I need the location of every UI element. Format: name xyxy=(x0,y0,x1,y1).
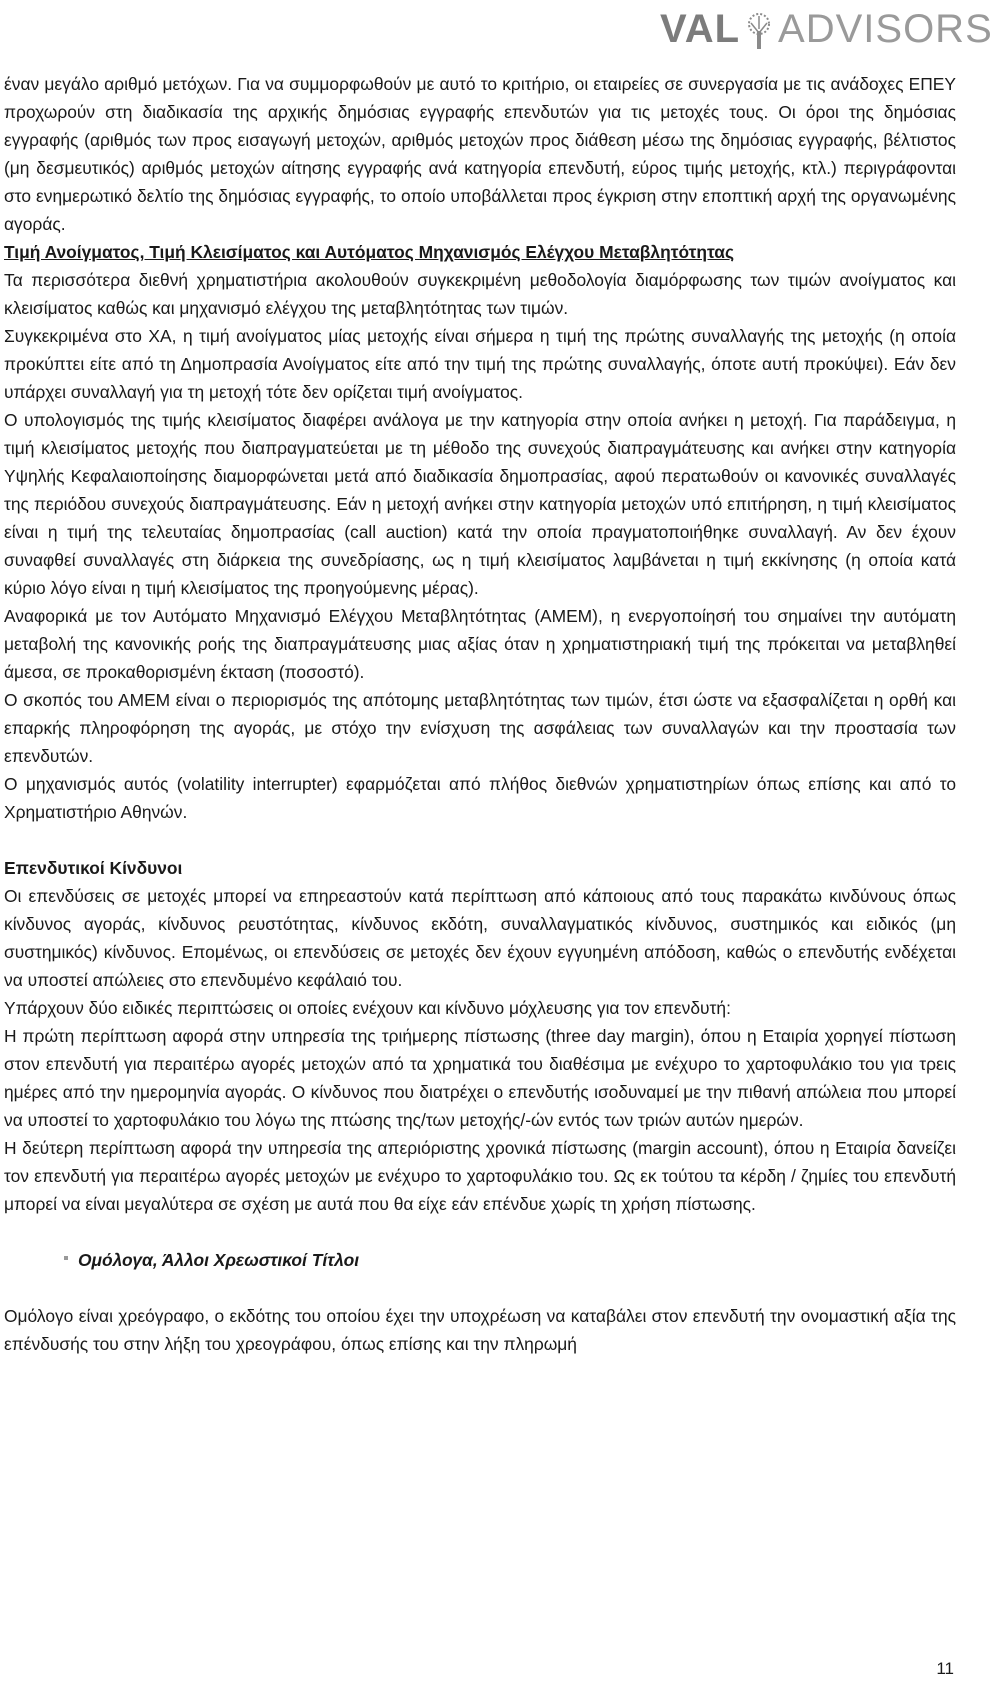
subsection-heading xyxy=(4,1246,956,1274)
spacer xyxy=(4,1274,956,1302)
paragraph: Η πρώτη περίπτωση αφορά στην υπηρεσία της τριήμερης πίστωσης (three day margin), όπου η Εταιρία χορηγεί πίστωση στον επενδυτή για περαιτέρω αγορές μετοχών από τα χρηματικά του διαθέσιμα με ενέχυρο το χαρτοφυλάκιο του για τρεις ημέρες από την ημερομηνία αγοράς. Ο κίνδυνος που διατρέχει ο επενδυτής ισοδυναμεί με την πιθανή απώλεια που μπορεί να υποστεί το χαρτοφυλάκιο του λόγω της πτώσης της/των μετοχής/-ών εντός των τριών αυτών ημερών. xyxy=(4,1026,956,1130)
spacer xyxy=(4,1218,956,1246)
paragraph: Η δεύτερη περίπτωση αφορά την υπηρεσία της απεριόριστης χρονικά πίστωσης (margin account), όπου η Εταιρία δανείζει τον επενδυτή για περαιτέρω αγορές μετοχών με ενέχυρο το χαρτοφυλάκιο του. Ως εκ τούτου τα κέρδη / ζημίες του επενδυτή μπορεί να είναι μεγαλύτερα σε σχέση με αυτά που θα είχε εάν επένδυε χωρίς τη χρήση πίστωσης. xyxy=(4,1138,956,1214)
paragraph: Ο υπολογισμός της τιμής κλεισίματος διαφέρει ανάλογα με την κατηγορία στην οποία ανήκει η μετοχή. Για παράδειγμα, η τιμή κλεισίματος μετοχής που διαπραγματεύεται με τη μέθοδο της συνεχούς διαπραγμάτευσης και ανήκει στην κατηγορία Υψηλής Κεφαλαιοποίησης διαμορφώνεται μετά από διαδικασία δημοπρασίας, αφού περατωθούν οι κανονικές συναλλαγές της περιόδου συνεχούς διαπραγμάτευσης. Εάν η μετοχή ανήκει στην κατηγορία μετοχών υπό επιτήρηση, η τιμή κλεισίματος είναι η τιμή της τελευταίας δημοπρασίας (call auction) κατά την οποία πραγματοποιήθηκε συναλλαγή. Αν δεν έχουν συναφθεί συναλλαγές στη διάρκεια της συνεδρίασης, ως η τιμή κλεισίματος λαμβάνεται η τιμή εκκίνησης (η οποία κατά κύριο λόγο είναι η τιμή κλεισίματος της προηγούμενης μέρας). xyxy=(4,410,956,598)
section-heading: Επενδυτικοί Κίνδυνοι xyxy=(4,858,183,878)
paragraph: Αναφορικά με τον Αυτόματο Μηχανισμό Ελέγχου Μεταβλητότητας (ΑΜΕΜ), η ενεργοποίησή του σημαίνει την αυτόματη μεταβολή της κανονικής ροής της διαπραγμάτευσης μιας αξίας όταν η χρηματιστηριακή τιμή της πρόκειται να μεταβληθεί άμεσα, σε προκαθορισμένη έκταση (ποσοστό). xyxy=(4,606,956,682)
section-heading: Τιμή Ανοίγματος, Τιμή Κλεισίματος και Αυτόματος Μηχανισμός Ελέγχου Μεταβλητότητας xyxy=(4,242,735,262)
paragraph: Υπάρχουν δύο ειδικές περιπτώσεις οι οποίες ενέχουν και κίνδυνο μόχλευσης για τον επενδυτή: xyxy=(4,998,731,1018)
page-number: 11 xyxy=(936,1659,954,1678)
logo-advisors: ADVISORS xyxy=(778,6,993,51)
paragraph: Τα περισσότερα διεθνή χρηματιστήρια ακολουθούν συγκεκριμένη μεθοδολογία διαμόρφωσης των τιμών ανοίγματος και κλεισίματος καθώς και μηχανισμό ελέγχου της μεταβλητότητας των τιμών. xyxy=(4,270,956,318)
document-body xyxy=(4,70,956,1358)
logo-val: VAL xyxy=(660,6,741,51)
paragraph: Ομόλογο είναι χρεόγραφο, ο εκδότης του οποίου έχει την υποχρέωση να καταβάλει στον επενδυτή την ονομαστική αξία της επένδυσής του στην λήξη του χρεογράφου, όπως επίσης και την πληρωμή xyxy=(4,1306,956,1354)
paragraph: Συγκεκριμένα στο ΧΑ, η τιμή ανοίγματος μίας μετοχής είναι σήμερα η τιμή της πρώτης συναλλαγής της μετοχής (η οποία προκύπτει είτε από τη Δημοπρασία Ανοίγματος είτε από την τιμή της πρώτης συναλλαγής, όποτε αυτή προκύψει). Εάν δεν υπάρχει συναλλαγή για τη μετοχή τότε δεν ορίζεται τιμή ανοίγματος. xyxy=(4,326,956,402)
paragraph: έναν μεγάλο αριθμό μετόχων. Για να συμμορφωθούν με αυτό το κριτήριο, οι εταιρείες σε συνεργασία με τις ανάδοχες ΕΠΕΥ προχωρούν στη διαδικασία της αρχικής δημόσιας εγγραφής επενδυτών για τις μετοχές τους. Οι όροι της δημόσιας εγγραφής (αριθμός των προς εισαγωγή μετοχών, αριθμός μετοχών προς διάθεση μέσω της δημόσιας εγγραφής, βέλτιστος (μη δεσμευτικός) αριθμός μετοχών αίτησης εγγραφής ανά κατηγορία επενδυτή, εύρος τιμής μετοχής, κτλ.) περιγράφονται στο ενημερωτικό δελτίο της δημόσιας εγγραφής, το οποίο υποβάλλεται προς έγκριση στην εποπτική αρχή της οργανωμένης αγοράς. xyxy=(4,74,956,234)
company-logo xyxy=(660,6,993,52)
paragraph: Ο μηχανισμός αυτός (volatility interrupter) εφαρμόζεται από πλήθος διεθνών χρηματιστηρίων όπως επίσης και από το Χρηματιστήριο Αθηνών. xyxy=(4,774,956,822)
subsection-title: Ομόλογα, Άλλοι Χρεωστικοί Τίτλοι xyxy=(78,1250,360,1270)
paragraph: Οι επενδύσεις σε μετοχές μπορεί να επηρεαστούν κατά περίπτωση από κάποιους από τους παρακάτω κινδύνους όπως κίνδυνος αγοράς, κίνδυνος ρευστότητας, κίνδυνος εκδότη, συναλλαγματικός κίνδυνος, συστημικός και ειδικός (μη συστημικός) κίνδυνος. Επομένως, οι επενδύσεις σε μετοχές δεν έχουν εγγυημένη απόδοση, καθώς ο επενδυτής ενδέχεται να υποστεί απώλειες στο επενδυμένο κεφάλαιό του. xyxy=(4,886,956,990)
spacer xyxy=(4,826,956,854)
paragraph: Ο σκοπός του ΑΜΕΜ είναι ο περιορισμός της απότομης μεταβλητότητας των τιμών, έτσι ώστε να εξασφαλίζεται η ορθή και επαρκής πληροφόρηση της αγοράς, με στόχο την ενίσχυση της ασφάλειας των συναλλαγών και την προστασία των επενδυτών. xyxy=(4,690,956,766)
tree-icon xyxy=(742,11,776,51)
